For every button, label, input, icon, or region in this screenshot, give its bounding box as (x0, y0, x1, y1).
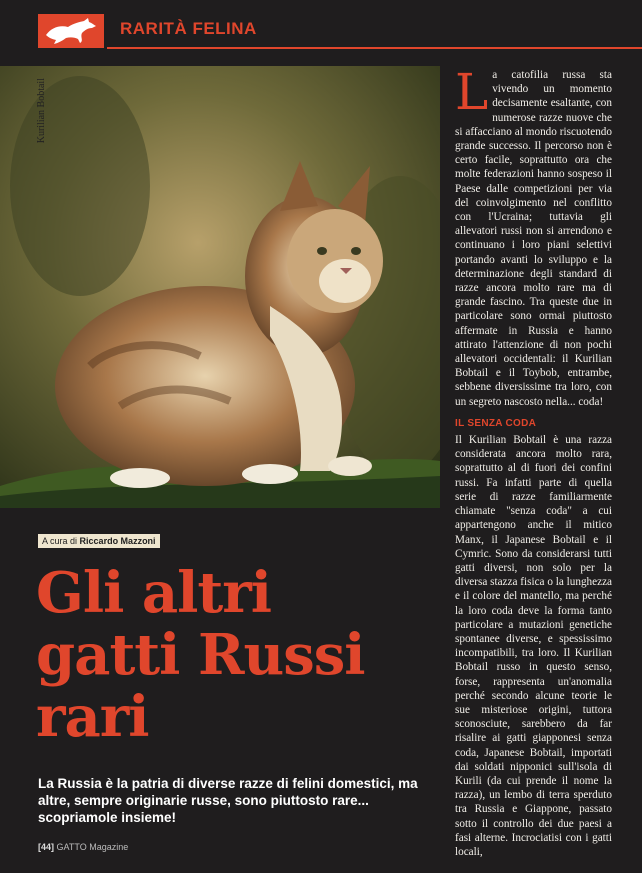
article-column (455, 63, 612, 859)
byline (38, 534, 160, 548)
lede-paragraph: La Russia è la patria di diverse razze di felini domestici, ma altre, sempre originarie russe, sono piuttosto rare... scopriamole insieme! (38, 776, 418, 825)
section-header (0, 14, 642, 48)
article-subhead: IL SENZA CODA (455, 417, 537, 429)
headline-line-1: Gli altri (36, 560, 272, 626)
photo-caption: Kurilian Bobtail (36, 78, 47, 144)
leaping-cat-icon (38, 14, 104, 48)
article-paragraph-2: Il Kurilian Bobtail è una razza considerata ancora molto rara, soprattutto al di fuori dei confini russi. Fa infatti parte di quella serie di razze familiarmente chiamate "senza coda" a cui appartengono anche il mitico Manx, il Japanese Bobtail e il Cymric. Sono da considerarsi tutti gatti diversi, non solo per la diversa stazza fisica o la lunghezza e il colore del mantello, ma perché la loro coda deve la forma tanto particolare a mutazioni genetiche spontanee diverse, e spessissimo incompatibili, tra loro. Il Kurilian Bobtail russo in questo senso, forse, rappresenta un'anomalia perché secondo alcune teorie le sue misteriose origini, tuttora sconosciute, sarebbero da far risalire ai gatti giapponesi senza coda, Japanese Bobtail, importati dai soldati nipponici sull'isola di Kurili (da cui prende il nome la razza), un lembo di terra sperduto tra Russia e Giappone, passato sotto il controllo dei due paesi a fasi alterne. Incrociatisi con i gatti locali, (455, 434, 612, 858)
kurilian-bobtail-photo (0, 66, 440, 508)
page-footer (38, 842, 128, 852)
byline-author: Riccardo Mazzoni (79, 536, 156, 546)
headline-line-2: gatti Russi (36, 622, 365, 688)
byline-prefix: A cura di (42, 536, 78, 546)
headline-line-3: rari (36, 684, 149, 750)
drop-cap: L (455, 63, 489, 121)
page-number: [44] (38, 842, 55, 852)
header-rule (107, 47, 642, 49)
section-title: RARITÀ FELINA (120, 19, 257, 38)
headline (36, 562, 426, 748)
magazine-name: GATTO Magazine (56, 842, 129, 852)
article-paragraph-1: a catofilia russa sta vivendo un momento decisamente esaltante, con numerose razze nuove che si affacciano al mondo riscuotendo grande successo. Il percorso non è certo facile, soprattutto ora che molte federazioni hanno sospeso il Paese dalle competizioni per via del coinvolgimento nel conflitto con l'Ucraina; tuttavia gli allevatori russi non si arrendono e continuano i loro piani selettivi portando avanti lo sviluppo e la determinazione degli standard di razze ancora molto rare ma di grande fascino. Tra queste due in particolare sono ormai piuttosto affermate in Russia e hanno attirato l'attenzione di non pochi allevatori occidentali: il Kurilian Bobtail e il Toybob, entrambe, sebbene diversissime tra loro, con un segreto nascosto nella... coda! (455, 69, 612, 408)
